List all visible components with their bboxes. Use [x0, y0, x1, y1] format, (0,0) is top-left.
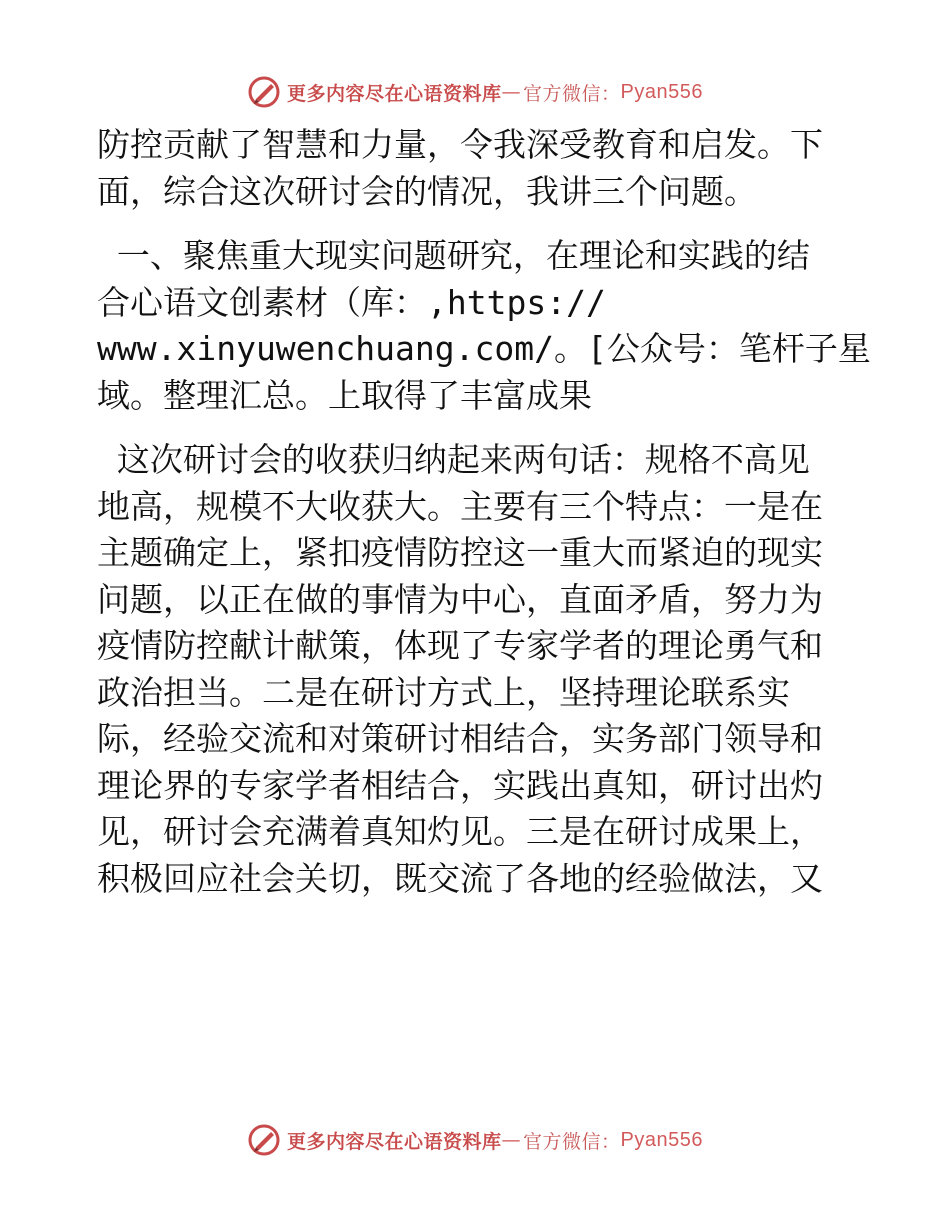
document-body [97, 122, 871, 902]
footer-watermark [0, 1120, 950, 1160]
watermark-wechat-label: 官方微信： [523, 82, 621, 105]
paragraph-intro [97, 122, 857, 215]
paragraph-section-heading [97, 233, 871, 419]
text-line: 防控贡献了智慧和力量，令我深受教育和启发。下 [97, 125, 823, 164]
watermark-wechat-label: 官方微信： [523, 1130, 621, 1153]
text-line: 地高，规模不大收获大。主要有三个特点：一是在 [97, 486, 823, 526]
text-line: 见，研讨会充满着真知灼见。三是在研讨成果上， [97, 812, 823, 851]
text-line: 疫情防控献计献策，体现了专家学者的理论勇气和 [97, 626, 823, 665]
quill-logo-icon [247, 75, 281, 109]
watermark-site-name: 更多内容尽在心语资料库 [287, 1130, 502, 1153]
text-line: 问题，以正在做的事情为中心，直面矛盾，努力为 [97, 579, 823, 619]
text-line: 政治担当。二是在研讨方式上，坚持理论联系实 [97, 672, 790, 712]
text-line: 际，经验交流和对策研讨相结合，实务部门领导和 [97, 719, 823, 758]
watermark-separator: — [501, 81, 522, 103]
text-line: 合心语文创素材（库：,https:// [97, 282, 606, 322]
text-line: 理论界的专家学者相结合，实践出真知，研讨出灼 [97, 765, 823, 805]
text-line: 一、聚焦重大现实问题研究，在理论和实践的结 [97, 236, 810, 275]
paragraph-summary [97, 437, 857, 902]
text-line: 主题确定上，紧扣疫情防控这一重大而紧迫的现实 [97, 533, 823, 572]
text-line: 这次研讨会的收获归纳起来两句话：规格不高见 [97, 440, 810, 479]
watermark-wechat-handle: Pyan556 [620, 80, 703, 103]
quill-logo-icon [247, 1123, 281, 1157]
text-line: 面，综合这次研讨会的情况，我讲三个问题。 [97, 171, 757, 211]
watermark-separator: — [501, 1129, 522, 1151]
text-line: 积极回应社会关切，既交流了各地的经验做法，又 [97, 858, 823, 898]
header-watermark [0, 72, 950, 112]
text-line: www.xinyuwenchuang.com/。[公众号：笔杆子星 [97, 329, 871, 368]
watermark-wechat-handle: Pyan556 [620, 1128, 703, 1151]
watermark-site-name: 更多内容尽在心语资料库 [287, 82, 502, 105]
text-line: 域。整理汇总。上取得了丰富成果 [97, 375, 592, 415]
